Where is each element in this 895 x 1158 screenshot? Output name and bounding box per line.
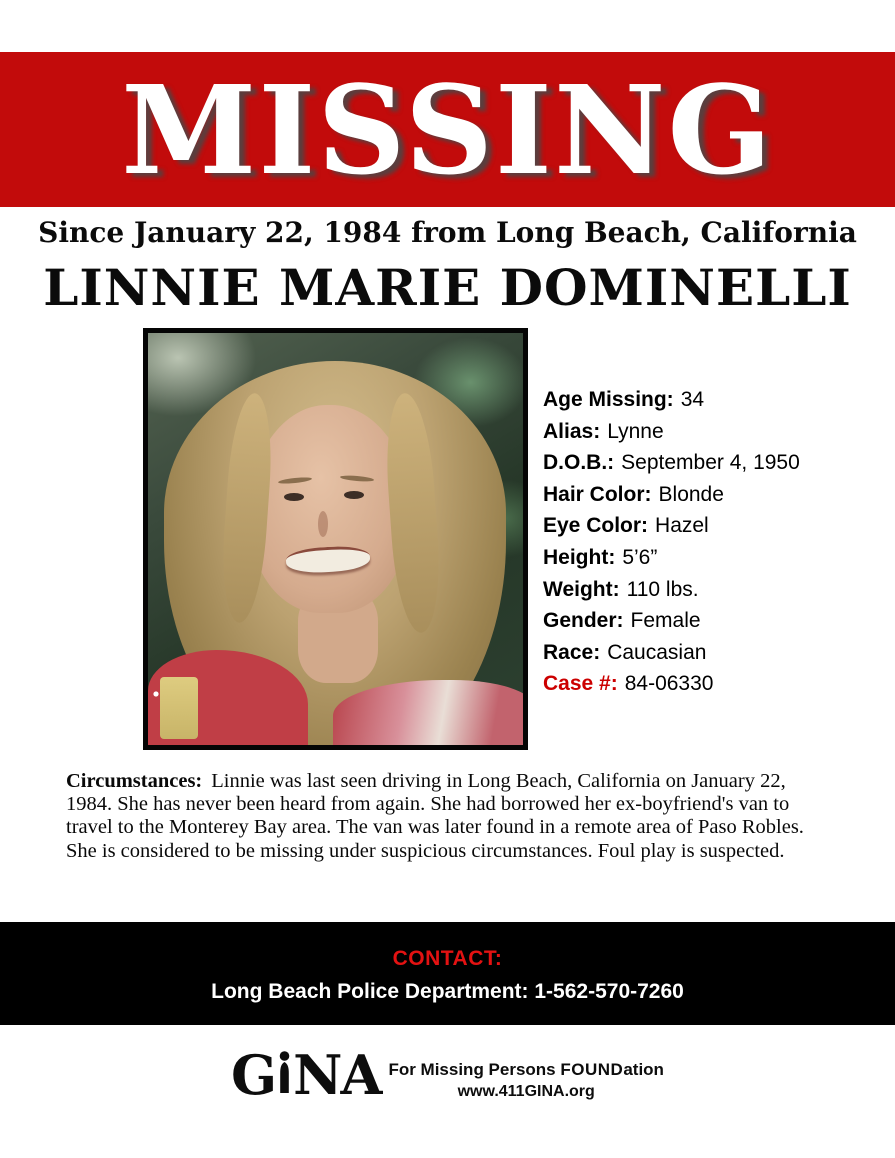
- detail-row-eye-color: [543, 510, 873, 542]
- photo-right-eye: [344, 491, 364, 499]
- detail-row-hair-color: [543, 479, 873, 511]
- missing-person-name: LINNIE MARIE DOMINELLI: [43, 258, 852, 317]
- detail-label: Eye Color:: [543, 514, 649, 538]
- missing-person-photo: [143, 328, 528, 750]
- gina-letters-na: NA: [293, 1043, 381, 1107]
- detail-label: Age Missing:: [543, 388, 674, 411]
- gina-tagline: [388, 1060, 664, 1080]
- detail-row-gender: [543, 605, 873, 637]
- detail-label: Case #:: [543, 672, 618, 696]
- detail-value: Female: [630, 609, 701, 633]
- tagline-found: FOUND: [560, 1060, 624, 1079]
- detail-value: Lynne: [607, 419, 664, 443]
- circumstances-text: Linnie was last seen driving in Long Beach, California on January 22, 1984. She has never been heard from again. She had borrowed her ex-boyfriend's van to travel to the Monterey Bay area. The van was later found in a remote area of Paso Robles. She is considered to be missing under suspicious circumstances. Foul play is suspected.: [66, 770, 804, 862]
- photo-nose: [318, 511, 328, 537]
- detail-row-height: [543, 542, 873, 574]
- missing-since-subtitle: Since January 22, 1984 from Long Beach, California: [38, 216, 857, 249]
- detail-label: Gender:: [543, 609, 624, 633]
- contact-band: [0, 922, 895, 1025]
- detail-label: Height:: [543, 545, 616, 569]
- detail-label: Alias:: [543, 419, 601, 443]
- details-list: [543, 384, 873, 700]
- contact-phone-line: Long Beach Police Department: 1-562-570-7260: [211, 980, 684, 1003]
- contact-heading: CONTACT:: [392, 947, 503, 970]
- detail-value: Caucasian: [607, 640, 707, 664]
- detail-value: 110 lbs.: [626, 577, 699, 601]
- missing-banner: [0, 52, 895, 207]
- detail-label: D.O.B.:: [543, 451, 615, 475]
- gina-letter-g: G: [231, 1043, 276, 1107]
- photo-face: [248, 405, 410, 613]
- tagline-ation: ation: [623, 1060, 664, 1079]
- gina-wordmark: [231, 1043, 381, 1107]
- detail-value: September 4, 1950: [621, 451, 800, 475]
- detail-row-alias: [543, 416, 873, 448]
- detail-label: Weight:: [543, 577, 620, 601]
- detail-row-age-missing: [543, 384, 873, 416]
- circumstances-paragraph: [66, 770, 832, 863]
- detail-value: 34: [680, 388, 705, 411]
- gina-foundation-logo: [0, 1043, 895, 1107]
- gina-tagline-block: [388, 1060, 664, 1101]
- detail-label: Race:: [543, 640, 601, 664]
- detail-value: 84-06330: [624, 672, 714, 696]
- detail-row-race: [543, 637, 873, 669]
- person-silhouette-icon: [278, 1050, 291, 1098]
- detail-value: Blonde: [658, 482, 724, 506]
- detail-value: 5’6”: [622, 545, 658, 569]
- detail-row-dob: [543, 447, 873, 479]
- tagline-pre: For Missing Persons: [388, 1060, 561, 1079]
- detail-row-weight: [543, 574, 873, 606]
- gina-website-url: www.411GINA.org: [457, 1083, 595, 1100]
- circumstances-label: Circumstances:: [66, 770, 203, 792]
- photo-clothing-tag: [160, 677, 198, 739]
- missing-banner-title: MISSING: [121, 57, 774, 202]
- detail-row-case-number: [543, 668, 873, 700]
- photo-left-eye: [284, 493, 304, 501]
- detail-value: Hazel: [655, 514, 709, 538]
- detail-label: Hair Color:: [543, 482, 652, 506]
